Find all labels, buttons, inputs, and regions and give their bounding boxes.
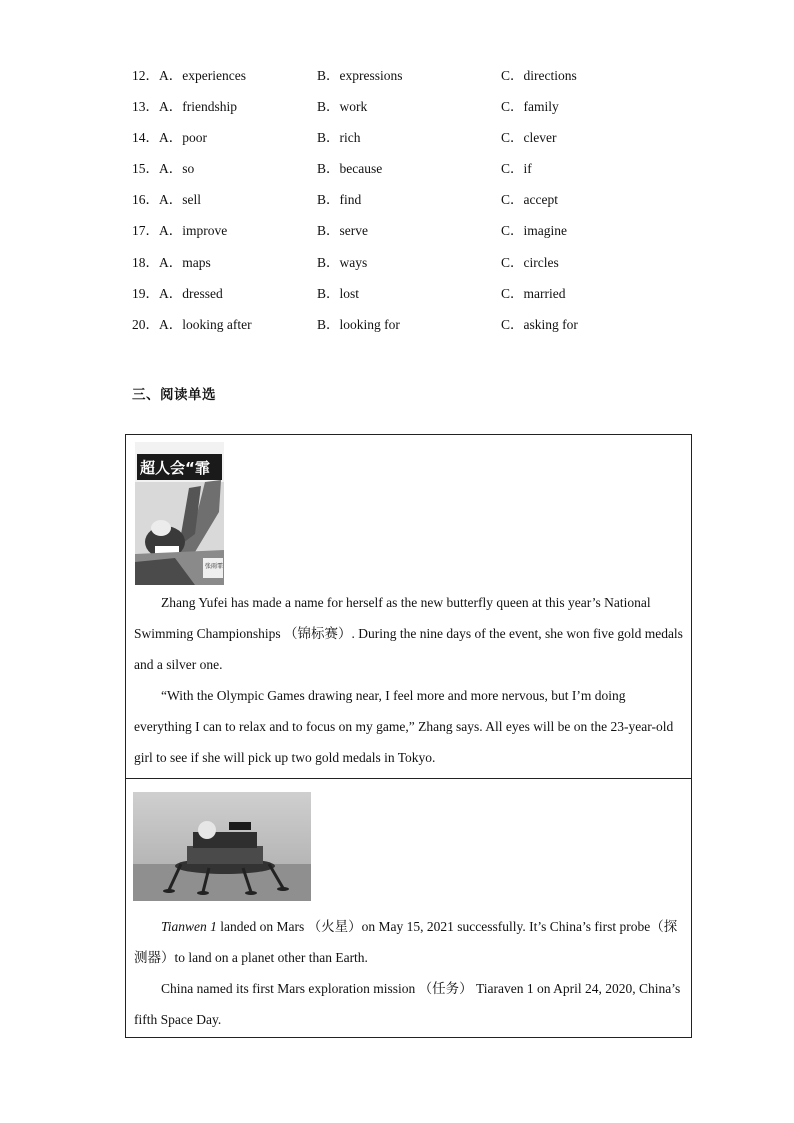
option-a-text: A．maps <box>159 254 211 270</box>
passage-1-text <box>134 587 686 774</box>
option-row <box>132 315 692 346</box>
passage-1-paragraph-2: “With the Olympic Games drawing near, I feel more and more nervous, but I’m doing everything I can to relax and to focus on my game,” Zhang says. All eyes will be on the 23-year-old girl to see if she will pick up two gold medals in Tokyo. <box>134 688 674 766</box>
option-b: B．ways <box>317 254 368 270</box>
question-number: 20． <box>132 316 159 332</box>
option-c: C．clever <box>501 130 557 146</box>
option-b: B．because <box>317 161 383 177</box>
question-number: 13． <box>132 99 159 115</box>
option-a <box>132 221 227 241</box>
option-row <box>132 190 692 221</box>
mars-rover-graphic <box>133 792 311 901</box>
option-a-text: A．experiences <box>159 68 246 83</box>
option-a <box>132 128 207 148</box>
option-a-text: A．poor <box>159 130 207 146</box>
question-number: 17． <box>132 223 159 239</box>
passage-divider <box>126 778 691 779</box>
passage-1-paragraph-1: Zhang Yufei has made a name for herself as the new butterfly queen at this year’s National Swimming Championships （锦标赛）. During the nine days of the event, she won five gold medals and a silver one. <box>134 595 683 673</box>
option-c: C．circles <box>501 254 559 270</box>
option-a <box>132 315 252 335</box>
option-a <box>132 284 223 304</box>
swimmer-photo <box>135 442 224 585</box>
option-row <box>132 159 692 190</box>
option-a-text: A．sell <box>159 192 201 208</box>
option-b: B．rich <box>317 130 361 146</box>
option-c: C．directions <box>501 68 577 83</box>
question-number: 14． <box>132 130 159 146</box>
option-b: B．expressions <box>317 68 403 83</box>
question-number: 16． <box>132 192 159 208</box>
option-b: B．work <box>317 99 368 115</box>
question-number: 15． <box>132 161 159 177</box>
passage-2-paragraph-2: China named its first Mars exploration mission （任务） Tiaraven 1 on April 24, 2020, China’s fifth Space Day. <box>134 981 681 1028</box>
question-number: 19． <box>132 285 159 301</box>
option-a-text: A．improve <box>159 223 228 239</box>
swimmer-photo-graphic <box>135 442 224 585</box>
reading-passages <box>125 434 692 1038</box>
passage-2-text <box>134 911 686 1035</box>
photo-caption: 超人会“霏 <box>140 459 210 477</box>
option-b: B．find <box>317 192 362 208</box>
option-c: C．married <box>501 285 566 301</box>
option-b: B．looking for <box>317 316 400 332</box>
question-number: 12． <box>132 68 159 83</box>
option-c: C．family <box>501 99 559 115</box>
probe-name: Tianwen 1 <box>161 919 217 934</box>
option-a-text: A．looking after <box>159 316 252 332</box>
option-a-text: A．dressed <box>159 285 223 301</box>
option-row <box>132 66 692 97</box>
section-title: 三、阅读单选 <box>132 387 216 403</box>
answer-options <box>132 66 692 346</box>
option-row <box>132 221 692 252</box>
question-number: 18． <box>132 254 159 270</box>
option-a <box>132 97 237 117</box>
option-c: C．accept <box>501 192 558 208</box>
option-row <box>132 97 692 128</box>
option-b: B．serve <box>317 223 368 239</box>
option-row <box>132 128 692 159</box>
photo-sign: 张雨霏 <box>205 563 224 570</box>
mars-rover-photo <box>133 792 311 901</box>
option-a <box>132 190 201 210</box>
option-a <box>132 253 211 273</box>
option-row <box>132 253 692 284</box>
option-c: C．if <box>501 161 532 177</box>
option-b: B．lost <box>317 285 360 301</box>
option-a <box>132 66 246 86</box>
option-a-text: A．friendship <box>159 99 237 115</box>
option-row <box>132 284 692 315</box>
option-c: C．imagine <box>501 223 567 239</box>
passage-2-paragraph-1 <box>134 911 686 973</box>
option-a <box>132 159 194 179</box>
option-c: C．asking for <box>501 316 578 332</box>
passage-2-paragraph-1-text: landed on Mars （火星）on May 15, 2021 successfully. It’s China’s first probe（探测器）to land on a planet other than Earth. <box>134 919 678 966</box>
option-a-text: A．so <box>159 161 195 177</box>
